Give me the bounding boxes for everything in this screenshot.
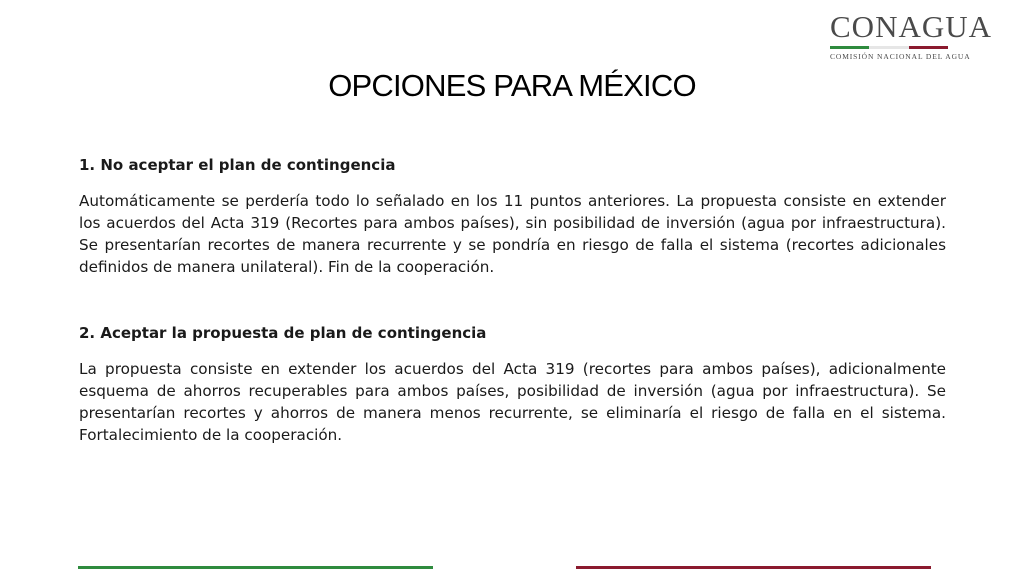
content: [79, 154, 946, 446]
logo-stripes: [830, 46, 948, 49]
logo-subtitle: COMISIÓN NACIONAL DEL AGUA: [830, 52, 971, 61]
logo-stripe-white: [869, 46, 908, 49]
option-2-heading: 2. Aceptar la propuesta de plan de contingencia: [79, 324, 487, 342]
footer-line-red: [576, 566, 931, 569]
option-1-heading: 1. No aceptar el plan de contingencia: [79, 156, 396, 174]
logo-stripe-green: [830, 46, 869, 49]
logo-wordmark: CONAGUA: [830, 9, 992, 44]
conagua-logo: [830, 9, 992, 61]
page-title: OPCIONES PARA MÉXICO: [328, 68, 696, 103]
option-1-body: Automáticamente se perdería todo lo señalado en los 11 puntos anteriores. La propuesta consiste en extender los acuerdos del Acta 319 (Recortes para ambos países), sin posibilidad de inversión (agua por infraestructura). Se presentarían recortes de manera recurrente y se pondría en riesgo de falla el sistema (recortes adicionales definidos de manera unilateral). Fin de la cooperación.: [79, 192, 946, 276]
logo-stripe-red: [909, 46, 948, 49]
option-2-body: La propuesta consiste en extender los acuerdos del Acta 319 (recortes para ambos países), adicionalmente esquema de ahorros recuperables para ambos países, posibilidad de inversión (agua por infraestructura). Se presentarían recortes y ahorros de manera menos recurrente, se eliminaría el riesgo de falla en el sistema. Fortalecimiento de la cooperación.: [79, 360, 946, 444]
footer-line-green: [78, 566, 433, 569]
